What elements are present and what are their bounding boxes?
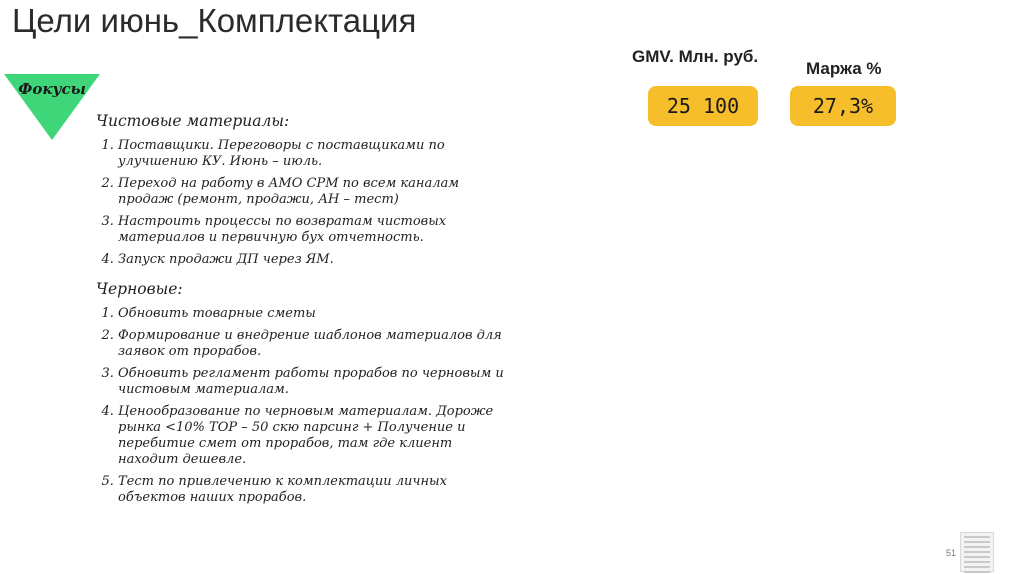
focus-label: Фокусы [18,80,86,98]
slide-thumbnail[interactable] [960,532,994,572]
list-item: 3. Настроить процессы по возвратам чистовых материалов и первичную бух отчетность. [118,214,516,246]
list-item: 4. Ценообразование по черновым материалам. Дороже рынка <10% ТОР – 50 скю парсинг + Получение и перебитие смет от прорабов, там где клиент находит дешевле. [118,404,516,468]
slide-title: Цели июнь_Комплектация [12,2,417,39]
margin-label: Маржа % [806,59,882,78]
goals-content [96,112,516,518]
list-item: 1. Обновить товарные сметы [118,306,516,322]
gmv-label: GMV. Млн. руб. [632,47,759,66]
page-number: 51 [946,548,957,558]
list-item: 2. Переход на работу в АМО СРМ по всем каналам продаж (ремонт, продажи, АН – тест) [118,176,516,208]
margin-value-box: 27,3% [790,86,896,126]
gmv-value-box: 25 100 [648,86,758,126]
finishing-list [96,138,516,268]
list-item: 1. Поставщики. Переговоры с поставщиками по улучшению КУ. Июнь – июль. [118,138,516,170]
rough-list [96,306,516,506]
rough-heading: Черновые: [96,280,183,298]
list-item: 5. Тест по привлечению к комплектации личных объектов наших прорабов. [118,474,516,506]
list-item: 2. Формирование и внедрение шаблонов материалов для заявок от прорабов. [118,328,516,360]
list-item: 3. Обновить регламент работы прорабов по черновым и чистовым материалам. [118,366,516,398]
finishing-heading: Чистовые материалы: [96,112,290,130]
list-item: 4. Запуск продажи ДП через ЯМ. [118,252,516,268]
